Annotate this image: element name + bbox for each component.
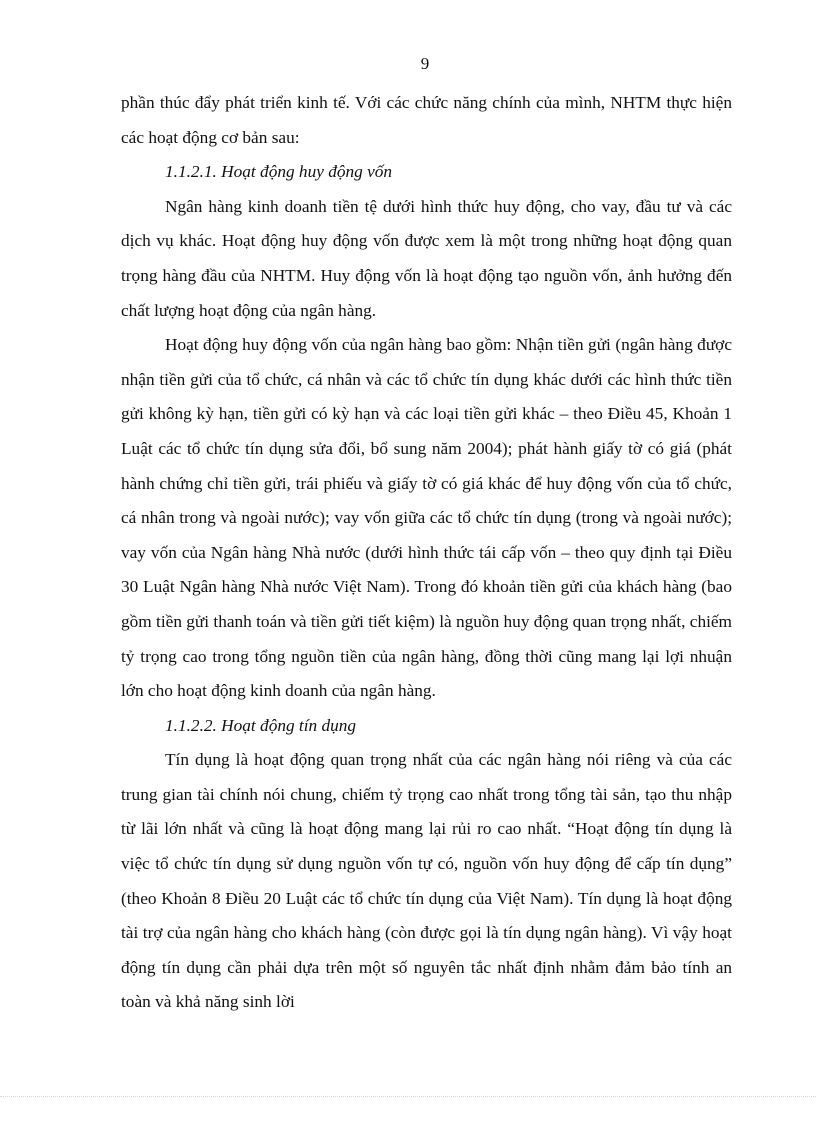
section-heading-fund-mobilization: 1.1.2.1. Hoạt động huy động vốn bbox=[165, 162, 393, 182]
document-body bbox=[121, 86, 732, 1020]
section-heading-credit: 1.1.2.2. Hoạt động tín dụng bbox=[165, 715, 357, 735]
paragraph-credit: Tín dụng là hoạt động quan trọng nhất của các ngân hàng nói riêng và của các trung gian tài chính nói chung, chiếm tỷ trọng cao nhất trong tổng tài sản, tạo thu nhập từ lãi lớn nhất và cũng là hoạt động mang lại rủi ro cao nhất. “Hoạt động tín dụng là việc tổ chức tín dụng sử dụng nguồn vốn tự có, nguồn vốn huy động để cấp tín dụng” (theo Khoản 8 Điều 20 Luật các tổ chức tín dụng của Việt Nam). Tín dụng là hoạt động tài trợ của ngân hàng cho khách hàng (còn được gọi là tín dụng ngân hàng). Vì vậy hoạt động tín dụng cần phải dựa trên một số nguyên tắc nhất định nhằm đảm bảo tính an toàn và khả năng sinh lời bbox=[121, 750, 732, 1012]
paragraph-fund-mobilization-details: Hoạt động huy động vốn của ngân hàng bao gồm: Nhận tiền gửi (ngân hàng được nhận tiền gửi của tổ chức, cá nhân và các tổ chức tín dụng khác dưới các hình thức tiền gửi không kỳ hạn, tiền gửi có kỳ hạn và các loại tiền gửi khác – theo Điều 45, Khoản 1 Luật các tổ chức tín dụng sửa đổi, bổ sung năm 2004); phát hành giấy tờ có giá (phát hành chứng chỉ tiền gửi, trái phiếu và giấy tờ có giá khác để huy động vốn của tổ chức, cá nhân trong và ngoài nước); vay vốn giữa các tổ chức tín dụng (trong và ngoài nước); vay vốn của Ngân hàng Nhà nước (dưới hình thức tái cấp vốn – theo quy định tại Điều 30 Luật Ngân hàng Nhà nước Việt Nam). Trong đó khoản tiền gửi của khách hàng (bao gồm tiền gửi thanh toán và tiền gửi tiết kiệm) là nguồn huy động quan trọng nhất, chiếm tỷ trọng cao trong tổng nguồn tiền của ngân hàng, đồng thời cũng mang lại lợi nhuận lớn cho hoạt động kinh doanh của ngân hàng. bbox=[121, 335, 732, 701]
page-number: 9 bbox=[420, 54, 430, 73]
paragraph-intro: phần thúc đẩy phát triển kinh tế. Với các chức năng chính của mình, NHTM thực hiện các hoạt động cơ bản sau: bbox=[121, 93, 732, 147]
footer-divider bbox=[0, 1096, 816, 1097]
paragraph-fund-mobilization-overview: Ngân hàng kinh doanh tiền tệ dưới hình thức huy động, cho vay, đầu tư và các dịch vụ khác. Hoạt động huy động vốn được xem là một trong những hoạt động quan trọng hàng đầu của NHTM. Huy động vốn là hoạt động tạo nguồn vốn, ảnh hưởng đến chất lượng hoạt động của ngân hàng. bbox=[121, 196, 732, 320]
